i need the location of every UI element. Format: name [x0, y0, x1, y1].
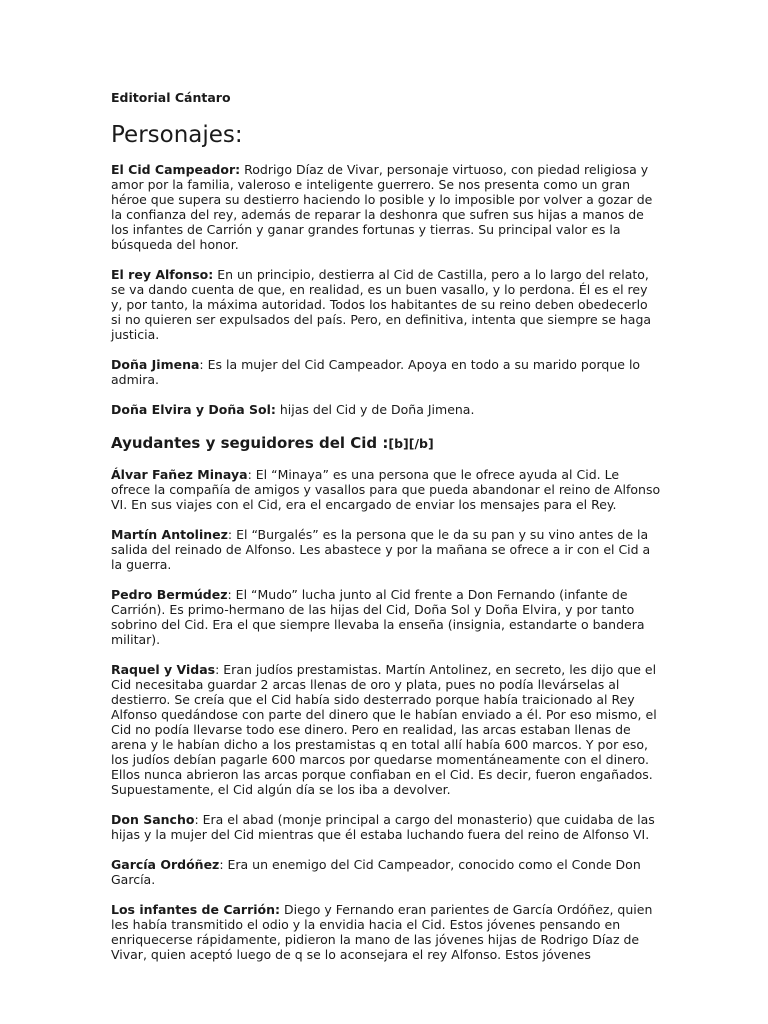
publisher-label: Editorial Cántaro [111, 90, 231, 105]
section-heading [111, 432, 661, 455]
helper-description: : El “Burgalés” es la persona que le da su pan y su vino antes de la salida del reinado de Alfonso. Les abastece y por la mañana se ofrece a ir con el Cid a la guerra. [111, 527, 651, 572]
helper-entry [111, 527, 661, 572]
document-page [111, 90, 661, 977]
helper-entry [111, 857, 661, 887]
helper-name: García Ordóñez [111, 857, 220, 872]
character-entry [111, 162, 661, 252]
character-description: hijas del Cid y de Doña Jimena. [275, 402, 475, 417]
page-title: Personajes: [111, 122, 243, 148]
character-entry [111, 267, 661, 342]
helper-name: Martín Antolinez [111, 527, 228, 542]
helper-entry [111, 902, 661, 962]
character-name: El Cid Campeador: [111, 162, 241, 177]
section-heading-title: Ayudantes y seguidores del Cid : [111, 434, 389, 452]
character-entry [111, 357, 661, 387]
character-description: : Es la mujer del Cid Campeador. Apoya en todo a su marido porque lo admira. [111, 357, 641, 387]
helper-entry [111, 812, 661, 842]
character-description: Rodrigo Díaz de Vivar, personaje virtuoso, con piedad religiosa y amor por la familia, valeroso e inteligente guerrero. Se nos presenta como un gran héroe que supera su destierro haciendo lo posible y lo imposible por volver a gozar de la confianza del rey, además de reparar la deshonra que sufren sus hijas a manos de los infantes de Carrión y ganar grandes fortunas y tierras. Su principal valor es la búsqueda del honor. [111, 162, 653, 252]
character-description: En un principio, destierra al Cid de Castilla, pero a lo largo del relato, se va dando cuenta de que, en realidad, es un buen vasallo, y lo perdona. Él es el rey y, por tanto, la máxima autoridad. Todos los habitantes de su reino deben obedecerlo si no quieren ser expulsados del país. Pero, en definitiva, intenta que siempre se haga justicia. [111, 267, 652, 342]
helper-name: Raquel y Vidas [111, 662, 216, 677]
character-name: Doña Jimena [111, 357, 200, 372]
character-name: El rey Alfonso: [111, 267, 214, 282]
helper-entry [111, 587, 661, 647]
character-entry [111, 402, 661, 417]
helper-entry [111, 662, 661, 797]
helper-name: Álvar Fañez Minaya [111, 467, 248, 482]
helper-description: : Era el abad (monje principal a cargo del monasterio) que cuidaba de las hijas y la mujer del Cid mientras que él estaba luchando fuera del reino de Alfonso VI. [111, 812, 655, 842]
helper-description: : Eran judíos prestamistas. Martín Antolinez, en secreto, les dijo que el Cid necesitaba guardar 2 arcas llenas de oro y plata, pues no podía llevárselas al destierro. Se creía que el Cid había sido desterrado porque había traicionado al Rey Alfonso quedándose con parte del dinero que le habían enviado a él. Por eso mismo, el Cid no podía llevarse todo ese dinero. Pero en realidad, las arcas estaban llenas de arena y le habían dicho a los prestamistas q en total allí había 600 marcos. Y por eso, los judíos debían pagarle 600 marcos por quedarse momentáneamente con el dinero. Ellos nunca abrieron las arcas porque confiaban en el Cid. Es decir, fueron engañados. Supuestamente, el Cid algún día se los iba a devolver. [111, 662, 657, 797]
helper-description: Diego y Fernando eran parientes de García Ordóñez, quien les había transmitido el odio y la envidia hacia el Cid. Estos jóvenes pensando en enriquecerse rápidamente, pidieron la mano de las jóvenes hijas de Rodrigo Díaz de Vivar, quien aceptó luego de q se lo aconsejara el rey Alfonso. Estos jóvenes [111, 902, 653, 962]
helper-name: Pedro Bermúdez [111, 587, 228, 602]
helper-description: : El “Mudo” lucha junto al Cid frente a Don Fernando (infante de Carrión). Es primo-hermano de las hijas del Cid, Doña Sol y Doña Elvira, y por tanto sobrino del Cid. Era el que siempre llevaba la enseña (insignia, estandarte o bandera militar). [111, 587, 645, 647]
character-name: Doña Elvira y Doña Sol: [111, 402, 276, 417]
helper-entry [111, 467, 661, 512]
section-heading-tag: [b][/b] [388, 436, 434, 451]
helper-name: Los infantes de Carrión: [111, 902, 281, 917]
helper-description: : El “Minaya” es una persona que le ofrece ayuda al Cid. Le ofrece la compañía de amigos y vasallos para que pueda abandonar el reino de Alfonso VI. En sus viajes con el Cid, era el encargado de enviar los mensajes para el Rey. [111, 467, 661, 512]
helper-name: Don Sancho [111, 812, 195, 827]
helper-description: : Era un enemigo del Cid Campeador, conocido como el Conde Don García. [111, 857, 641, 887]
